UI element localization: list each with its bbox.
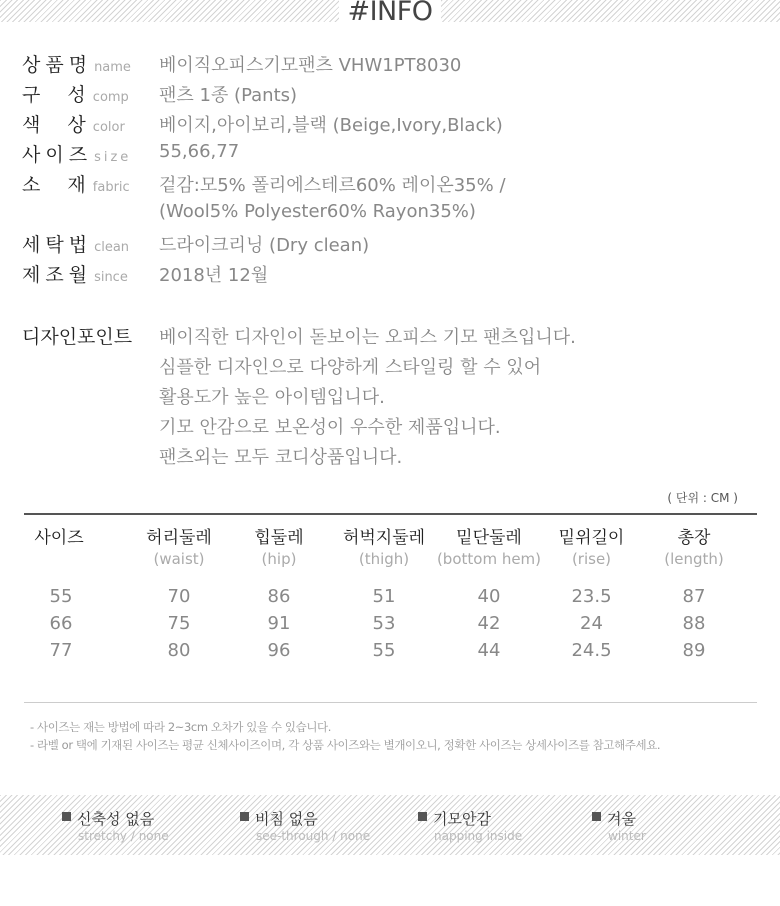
table-cell: 40 [477,586,501,607]
feature-label: 비침 없음 [255,810,318,828]
design-line: 베이직한 디자인이 돋보이는 오피스 기모 팬츠입니다. [159,327,576,348]
table-cell: 51 [372,586,396,607]
info-sublabel: size [94,150,132,165]
feature-label: 신축성 없음 [77,810,155,828]
table-cell: 55 [49,586,73,607]
info-label: 세탁법 [22,234,93,256]
info-label: 제조월 [22,264,93,286]
feature-label: 기모안감 [433,810,491,828]
design-line: 기모 안감으로 보온성이 우수한 제품입니다. [159,417,501,438]
column-subheader: (rise) [571,550,612,568]
column-header: 총장 [677,528,711,548]
feature-sublabel: winter [608,829,646,843]
info-sublabel: name [94,60,131,75]
unit-label: ( 단위 : CM ) [667,491,738,505]
table-cell: 53 [372,613,396,634]
title-band [0,0,780,27]
feature-see-through [240,808,370,843]
feature-stretch [62,808,169,843]
info-label: 사이즈 [22,144,93,166]
table-cell: 75 [167,613,191,634]
table-cell: 88 [682,613,706,634]
column-header: 허리둘레 [146,528,212,548]
table-cell: 80 [167,640,191,661]
table-cell: 42 [477,613,501,634]
info-value: (Wool5% Polyester60% Rayon35%) [159,201,476,222]
info-value: 2018년 12월 [159,265,269,286]
info-sublabel: clean [94,240,130,255]
table-cell: 23.5 [571,586,612,607]
column-header: 허벅지둘레 [342,528,426,548]
feature-sublabel: see-through / none [256,829,371,843]
column-subheader: (waist) [153,550,205,568]
table-cell: 24 [580,613,603,634]
feature-season [592,808,646,843]
table-cell: 66 [49,613,73,634]
column-header: 밑위길이 [558,528,625,548]
note-line: - 사이즈는 재는 방법에 따라 2~3cm 오차가 있을 수 있습니다. [30,720,331,734]
table-row [24,586,757,612]
info-value: 55,66,77 [159,141,240,162]
info-label: 구 성 [22,84,91,106]
info-label: 색 상 [22,114,91,136]
square-bullet-icon [418,812,427,821]
square-bullet-icon [592,812,601,821]
table-row [24,613,757,639]
note-line: - 라벨 or 택에 기재된 사이즈는 평균 신체사이즈이며, 각 상품 사이즈와는 별개이오니, 정확한 사이즈는 상세사이즈를 참고해주세요. [30,738,661,752]
table-cell: 44 [477,640,501,661]
table-cell: 91 [267,613,291,634]
design-line: 팬츠외는 모두 코디상품입니다. [159,447,403,468]
feature-sublabel: stretchy / none [78,829,169,843]
feature-sublabel: napping inside [434,829,523,843]
info-sublabel: color [92,120,125,135]
feature-label: 겨울 [607,810,636,828]
info-value: 팬츠 1종 (Pants) [159,85,298,106]
column-header: 사이즈 [34,528,84,548]
feature-band [0,795,780,855]
column-header: 힙둘레 [254,528,304,548]
size-table [24,513,757,577]
info-value: 베이지,아이보리,블랙 (Beige,Ivory,Black) [159,115,503,136]
design-line: 활용도가 높은 아이템입니다. [159,387,385,408]
table-cell: 24.5 [571,640,612,661]
column-subheader: (length) [664,550,724,568]
size-table-header [24,515,757,577]
info-label: 소 재 [22,174,91,196]
square-bullet-icon [240,812,249,821]
page-title: #INFO [0,0,780,27]
square-bullet-icon [62,812,71,821]
design-label: 디자인포인트 [22,326,133,348]
info-value: 겉감:모5% 폴리에스테르60% 레이온35% / [159,175,506,196]
info-sublabel: fabric [92,180,130,195]
design-line: 심플한 디자인으로 다양하게 스타일링 할 수 있어 [159,357,542,378]
info-sublabel: comp [92,90,129,105]
info-label: 상품명 [22,54,93,76]
column-subheader: (bottom hem) [436,550,542,568]
info-value: 드라이크리닝 (Dry clean) [159,235,370,256]
info-sublabel: since [94,270,128,285]
column-header: 밑단둘레 [456,528,522,548]
table-cell: 77 [49,640,73,661]
table-row [24,640,757,666]
size-table-body [24,586,757,666]
column-subheader: (thigh) [358,550,410,568]
info-value: 베이직오피스기모팬츠 VHW1PT8030 [159,55,462,76]
table-cell: 55 [372,640,396,661]
table-cell: 96 [267,640,291,661]
table-cell: 87 [682,586,706,607]
table-cell: 70 [167,586,191,607]
design-description [159,323,576,473]
feature-napping [418,808,522,843]
size-notes [30,718,660,754]
column-subheader: (hip) [261,550,297,568]
table-cell: 89 [682,640,706,661]
table-cell: 86 [267,586,291,607]
table-bottom-rule [24,702,757,703]
